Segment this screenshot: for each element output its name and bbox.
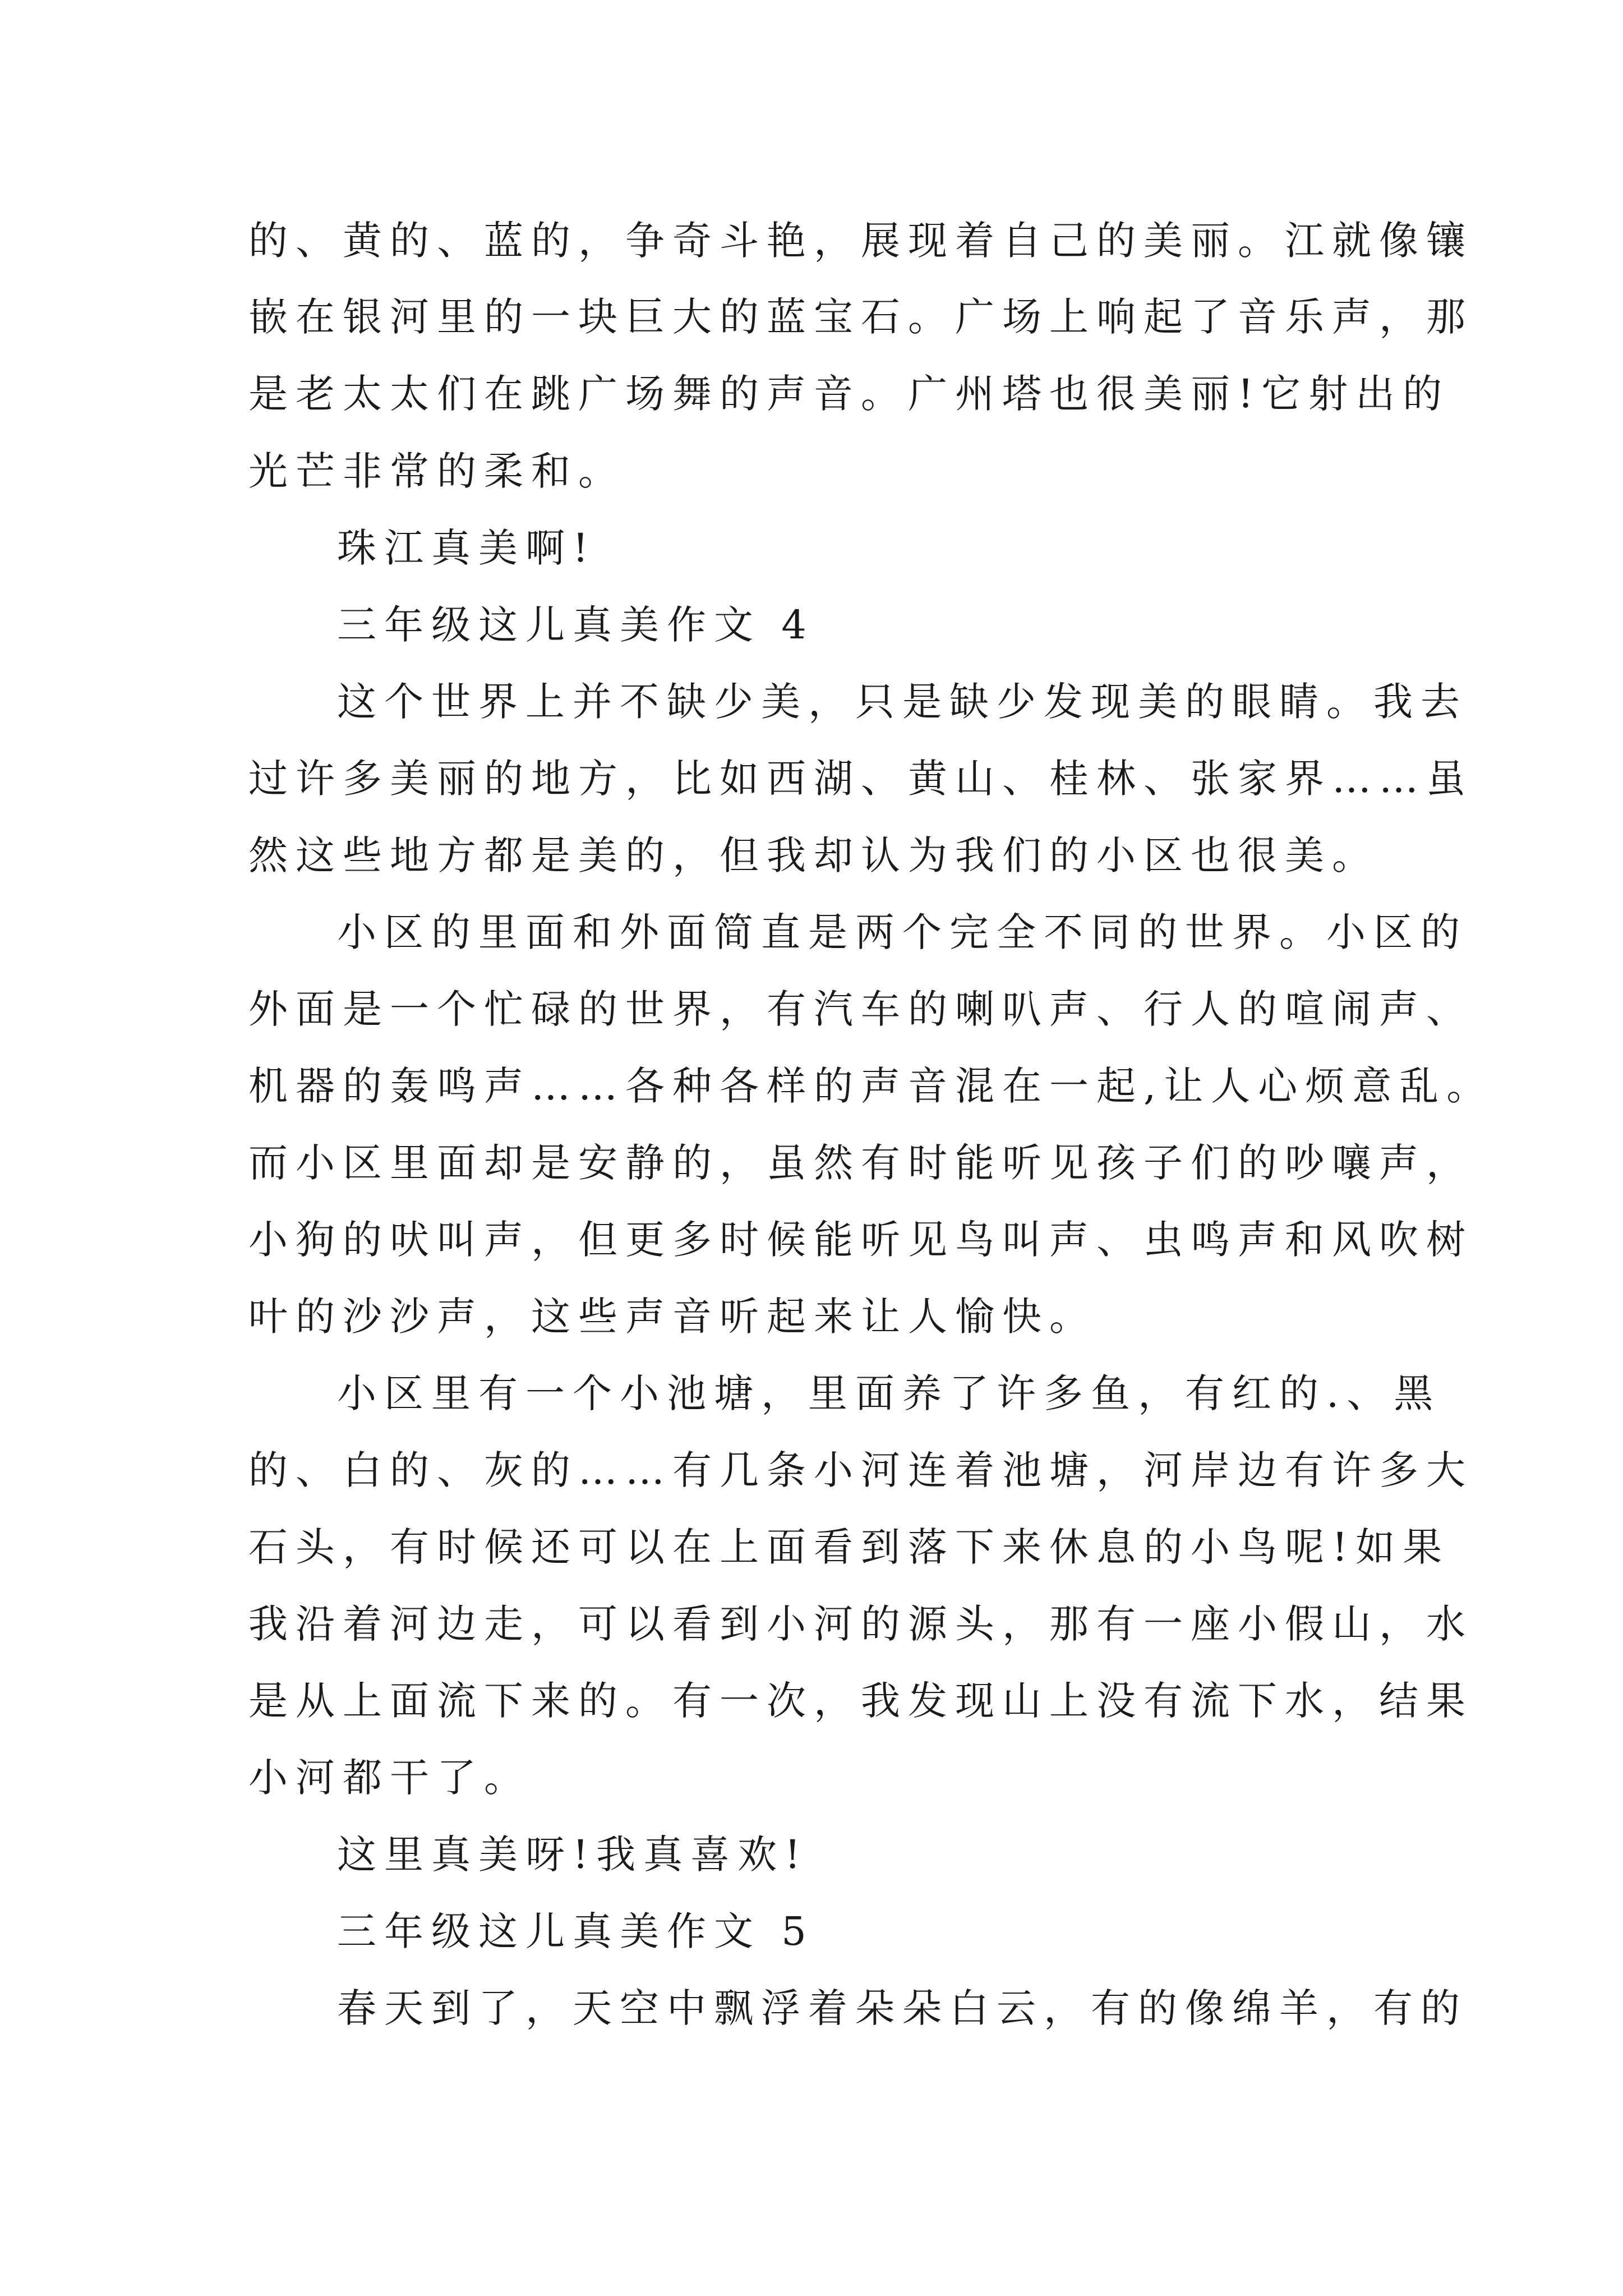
text-line: 珠江真美啊!	[337, 525, 597, 571]
text-line: 是老太太们在跳广场舞的声音。广州塔也很美丽!它射出的	[248, 371, 1450, 417]
text-line: 而小区里面却是安静的，虽然有时能听见孩子们的吵嚷声，	[248, 1140, 1473, 1186]
text-line: 小河都干了。	[248, 1755, 531, 1801]
text-line: 外面是一个忙碌的世界，有汽车的喇叭声、行人的喧闹声、	[248, 986, 1473, 1032]
text-line: 春天到了，天空中飘浮着朵朵白云，有的像绵羊，有的	[337, 1985, 1468, 2031]
text-line: 石头，有时候还可以在上面看到落下来休息的小鸟呢!如果	[248, 1524, 1450, 1570]
section-heading: 三年级这儿真美作文 5	[337, 1908, 814, 1954]
text-line: 的、白的、灰的……有几条小河连着池塘，河岸边有许多大	[248, 1447, 1473, 1493]
text-line: 然这些地方都是美的，但我却认为我们的小区也很美。	[248, 832, 1379, 878]
text-line: 我沿着河边走，可以看到小河的源头，那有一座小假山，水	[248, 1601, 1473, 1647]
text-line: 小区的里面和外面简直是两个完全不同的世界。小区的	[337, 909, 1468, 955]
text-line: 嵌在银河里的一块巨大的蓝宝石。广场上响起了音乐声，那	[248, 294, 1473, 340]
text-line: 这里真美呀!我真喜欢!	[337, 1832, 809, 1878]
text-line: 光芒非常的柔和。	[248, 448, 625, 494]
text-line: 的、黄的、蓝的，争奇斗艳，展现着自己的美丽。江就像镶	[248, 218, 1473, 264]
text-line: 过许多美丽的地方，比如西湖、黄山、桂林、张家界……虽	[248, 756, 1473, 802]
section-heading: 三年级这儿真美作文 4	[337, 602, 814, 648]
text-line: 小区里有一个小池塘，里面养了许多鱼，有红的.、黑	[337, 1370, 1441, 1416]
text-line: 叶的沙沙声，这些声音听起来让人愉快。	[248, 1294, 1096, 1340]
text-line: 是从上面流下来的。有一次，我发现山上没有流下水，结果	[248, 1678, 1473, 1724]
text-line: 这个世界上并不缺少美，只是缺少发现美的眼睛。我去	[337, 679, 1468, 725]
text-line: 机器的轰鸣声……各种各样的声音混在一起,让人心烦意乱。	[248, 1063, 1494, 1109]
text-line: 小狗的吠叫声，但更多时候能听见鸟叫声、虫鸣声和风吹树	[248, 1217, 1473, 1263]
